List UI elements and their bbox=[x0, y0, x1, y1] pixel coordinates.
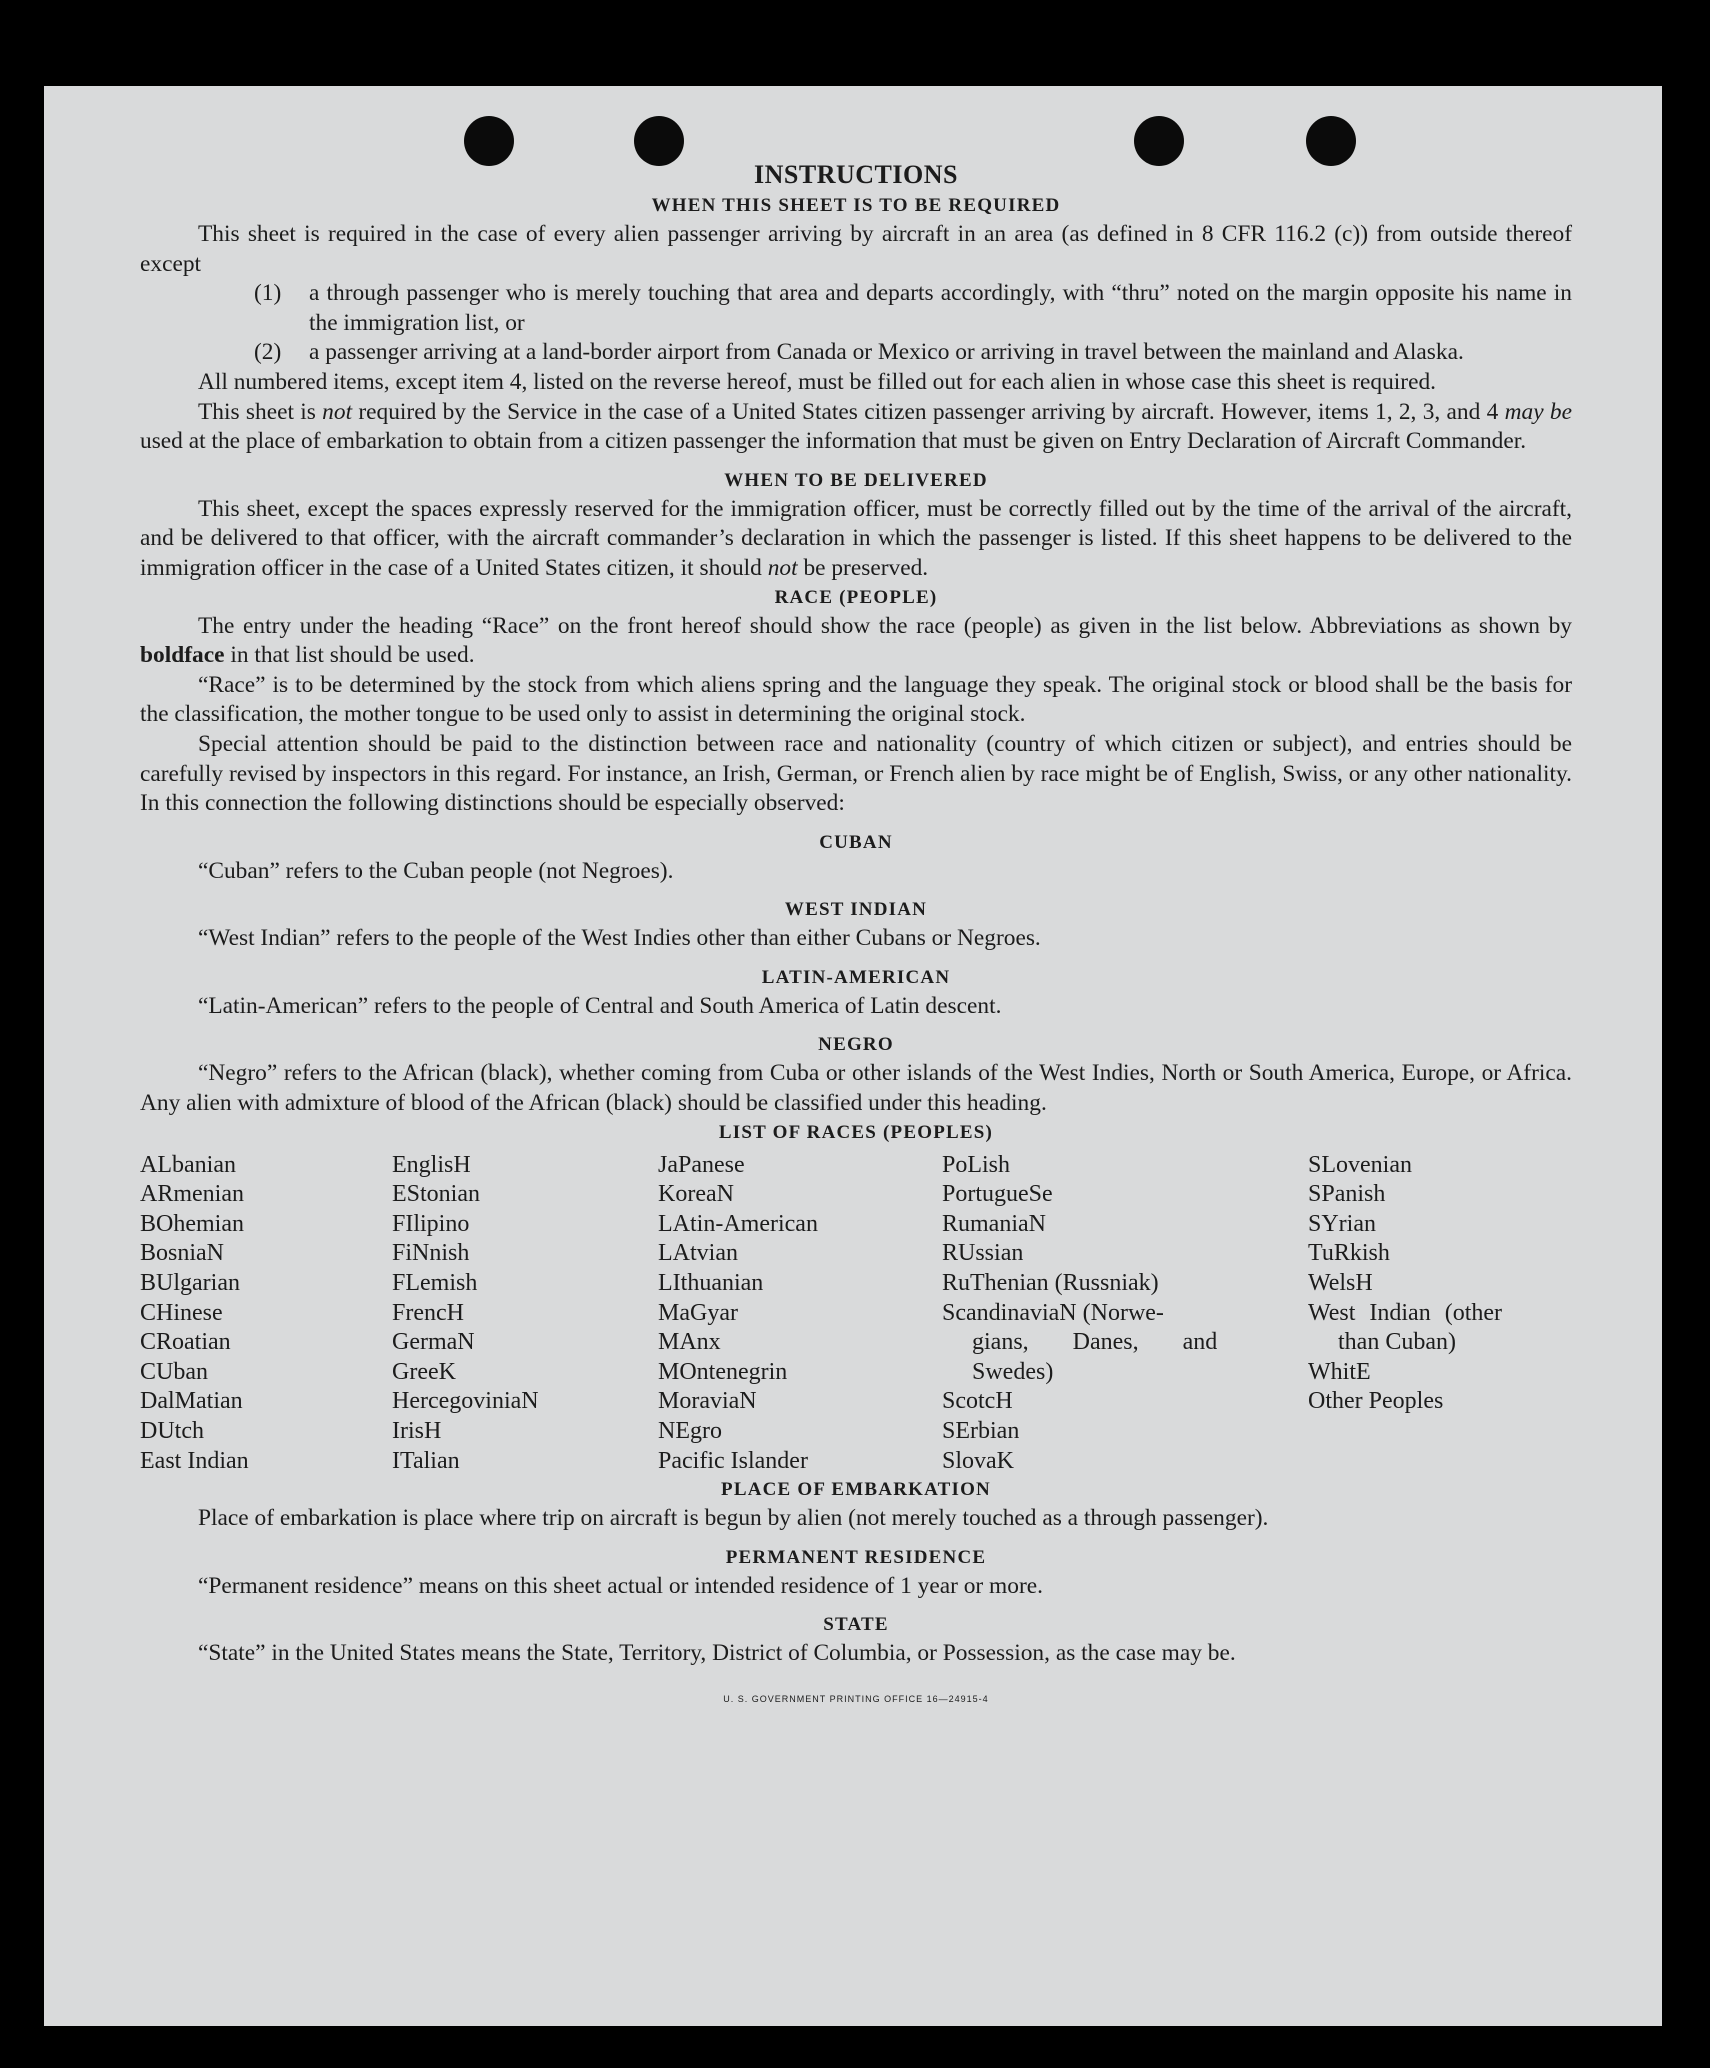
race-item: MAnx bbox=[658, 1329, 721, 1356]
section-heading: RACE (PEOPLE) bbox=[774, 586, 938, 608]
list-item bbox=[254, 279, 1572, 338]
paragraph: “Latin-American” refers to the people of Central and South America of Latin descent. bbox=[198, 992, 1002, 1019]
item-number: (2) bbox=[254, 339, 282, 366]
paragraph: “Race” is to be determined by the stock from which aliens spring and the language they speak. The original stock or blood shall be the basis for the classification, the mother tongue to be used only to assist in determining the original stock. bbox=[140, 671, 1572, 728]
race-item: EnglisH bbox=[392, 1151, 471, 1178]
races-column bbox=[1308, 1151, 1568, 1477]
section-heading: NEGRO bbox=[818, 1034, 894, 1056]
bold-text: boldface bbox=[140, 642, 225, 669]
race-line-text: gians, Danes, and bbox=[972, 1329, 1218, 1356]
race-item: BOhemian bbox=[140, 1210, 244, 1237]
section-heading: PERMANENT RESIDENCE bbox=[725, 1546, 987, 1568]
paragraph bbox=[140, 398, 1572, 457]
document-body bbox=[140, 158, 1572, 1715]
race-item: FLemish bbox=[392, 1270, 478, 1297]
race-item: MoraviaN bbox=[658, 1388, 757, 1415]
section-heading: STATE bbox=[823, 1614, 889, 1636]
race-item: PortugueSe bbox=[942, 1181, 1053, 1208]
paragraph: Special attention should be paid to the distinction between race and nationality (country of which citizen or subject), and entries should be carefully revised by inspectors in this regard. For instance, an Irish, German, or French alien by race might be of English, Swiss, or any other nationality. In this connection the following distinctions should be especially observed: bbox=[140, 730, 1572, 817]
paragraph: “West Indian” refers to the people of the West Indies other than either Cubans or Negroes. bbox=[198, 925, 1041, 952]
race-item: ALbanian bbox=[140, 1151, 236, 1178]
paragraph: “Permanent residence” means on this sheet actual or intended residence of 1 year or more. bbox=[198, 1572, 1043, 1599]
list-item bbox=[254, 338, 1572, 368]
race-item: PoLish bbox=[942, 1151, 1011, 1178]
item-text: a through passenger who is merely touching that area and departs accordingly, with “thru” noted on the margin opposite his name in the immigration list, or bbox=[309, 280, 1572, 336]
race-item: Pacific Islander bbox=[658, 1447, 808, 1474]
text-run: This sheet, except the spaces expressly reserved for the immigration officer, must be correctly filled out by the time of the arrival of the aircraft, and be delivered to that officer, with the aircraft commander’s declaration in which the passenger is listed. If this sheet happens to be delivered to the immigration officer in the case of a United States citizen, it should bbox=[140, 495, 1572, 581]
italic-text: not bbox=[322, 398, 353, 425]
page-title: INSTRUCTIONS bbox=[754, 160, 958, 189]
text-run: in that list should be used. bbox=[224, 642, 475, 669]
race-item: TuRkish bbox=[1308, 1240, 1390, 1267]
section-heading: LIST OF RACES (PEOPLES) bbox=[718, 1121, 994, 1143]
race-item: FrencH bbox=[392, 1299, 464, 1326]
race-item: DUtch bbox=[140, 1418, 204, 1444]
race-item: EStonian bbox=[392, 1181, 480, 1208]
race-line: than Cuban) bbox=[1338, 1329, 1456, 1356]
race-item: East Indian bbox=[140, 1447, 249, 1474]
paragraph: “Cuban” refers to the Cuban people (not Negroes). bbox=[198, 857, 674, 884]
race-item: CHinese bbox=[140, 1299, 223, 1326]
race-item: BosniaN bbox=[140, 1240, 224, 1267]
races-list bbox=[140, 1151, 1572, 1477]
race-item: LIthuanian bbox=[658, 1270, 764, 1297]
paragraph: This sheet is required in the case of every alien passenger arriving by aircraft in an area (as defined in 8 CFR 116.2 (c)) from outside thereof except bbox=[140, 221, 1572, 277]
paragraph: “State” in the United States means the State, Territory, District of Columbia, or Possession, as the case may be. bbox=[198, 1640, 1236, 1667]
section-heading: WHEN TO BE DELIVERED bbox=[724, 469, 988, 491]
text-run: used at the place of embarkation to obtain from a citizen passenger the information that must be given on Entry Declaration of Aircraft Commander. bbox=[140, 428, 1527, 455]
race-item-multiline bbox=[942, 1299, 1234, 1388]
italic-text: may be bbox=[1504, 398, 1572, 425]
race-item: BUlgarian bbox=[140, 1270, 240, 1297]
race-item: SErbian bbox=[942, 1418, 1020, 1444]
italic-text: not bbox=[767, 554, 798, 581]
race-item: GreeK bbox=[392, 1358, 456, 1385]
race-item: RuThenian (Russniak) bbox=[942, 1270, 1159, 1297]
race-line bbox=[942, 1328, 1234, 1358]
race-item: SlovaK bbox=[942, 1447, 1014, 1474]
race-item: ARmenian bbox=[140, 1181, 244, 1208]
text-run: required by the Service in the case of a United States citizen passenger arriving by aircraft. However, items 1, 2, 3, and 4 bbox=[352, 398, 1505, 425]
race-item: ITalian bbox=[392, 1447, 460, 1474]
item-text: a passenger arriving at a land-border airport from Canada or Mexico or arriving in travel between the mainland and Alaska. bbox=[309, 339, 1464, 366]
race-item: FIlipino bbox=[392, 1210, 470, 1237]
race-item: IrisH bbox=[392, 1418, 442, 1444]
races-column bbox=[658, 1151, 942, 1477]
race-item: SPanish bbox=[1308, 1181, 1386, 1208]
race-item: KoreaN bbox=[658, 1181, 734, 1208]
race-item: LAtin-American bbox=[658, 1210, 818, 1237]
paragraph: “Negro” refers to the African (black), whether coming from Cuba or other islands of the West Indies, North or South America, Europe, or Africa. Any alien with admixture of blood of the African (black) should be classified under this heading. bbox=[140, 1060, 1572, 1117]
race-item: RumaniaN bbox=[942, 1210, 1046, 1237]
race-item: WelsH bbox=[1308, 1270, 1373, 1297]
text-run: This sheet is bbox=[198, 398, 323, 425]
race-item: CUban bbox=[140, 1358, 208, 1385]
races-column bbox=[942, 1151, 1308, 1477]
paragraph: Place of embarkation is place where trip on aircraft is begun by alien (not merely touched as a through passenger). bbox=[198, 1505, 1269, 1532]
races-column bbox=[392, 1151, 658, 1477]
race-item: WhitE bbox=[1308, 1358, 1371, 1385]
race-line: Swedes) bbox=[972, 1358, 1054, 1385]
race-item: FiNnish bbox=[392, 1240, 470, 1267]
race-item: ScotcH bbox=[942, 1388, 1013, 1415]
section-heading: LATIN-AMERICAN bbox=[761, 966, 951, 988]
race-item: SYrian bbox=[1308, 1210, 1376, 1237]
section-heading: CUBAN bbox=[819, 831, 893, 853]
race-item: West Indian (other bbox=[1308, 1299, 1503, 1326]
race-item: Other Peoples bbox=[1308, 1388, 1444, 1415]
race-item: LAtvian bbox=[658, 1240, 738, 1267]
paragraph: All numbered items, except item 4, listed on the reverse hereof, must be filled out for each alien in whose case this sheet is required. bbox=[198, 368, 1437, 395]
section-heading: WEST INDIAN bbox=[784, 899, 928, 921]
race-item: SLovenian bbox=[1308, 1151, 1412, 1178]
paragraph bbox=[140, 612, 1572, 671]
text-run: The entry under the heading “Race” on the front hereof should show the race (people) as given in the list below. Abbreviations as shown by bbox=[198, 612, 1572, 639]
paragraph bbox=[140, 495, 1572, 584]
race-item: NEgro bbox=[658, 1418, 722, 1444]
races-column bbox=[140, 1151, 392, 1477]
race-item: RUssian bbox=[942, 1240, 1024, 1267]
race-item: HercegoviniaN bbox=[392, 1388, 539, 1415]
section-heading: WHEN THIS SHEET IS TO BE REQUIRED bbox=[651, 195, 1061, 216]
text-run: be preserved. bbox=[797, 554, 929, 581]
race-item: MaGyar bbox=[658, 1299, 738, 1326]
race-item: JaPanese bbox=[658, 1151, 745, 1178]
race-item: MOntenegrin bbox=[658, 1358, 788, 1385]
item-number: (1) bbox=[254, 280, 282, 307]
race-line: ScandinaviaN (Norwe- bbox=[942, 1299, 1164, 1326]
section-heading: PLACE OF EMBARKATION bbox=[721, 1479, 991, 1501]
race-item: GermaN bbox=[392, 1329, 475, 1356]
printer-imprint: U. S. GOVERNMENT PRINTING OFFICE 16—24915-4 bbox=[723, 1693, 989, 1704]
race-item: DalMatian bbox=[140, 1388, 243, 1415]
race-item: CRoatian bbox=[140, 1329, 231, 1356]
